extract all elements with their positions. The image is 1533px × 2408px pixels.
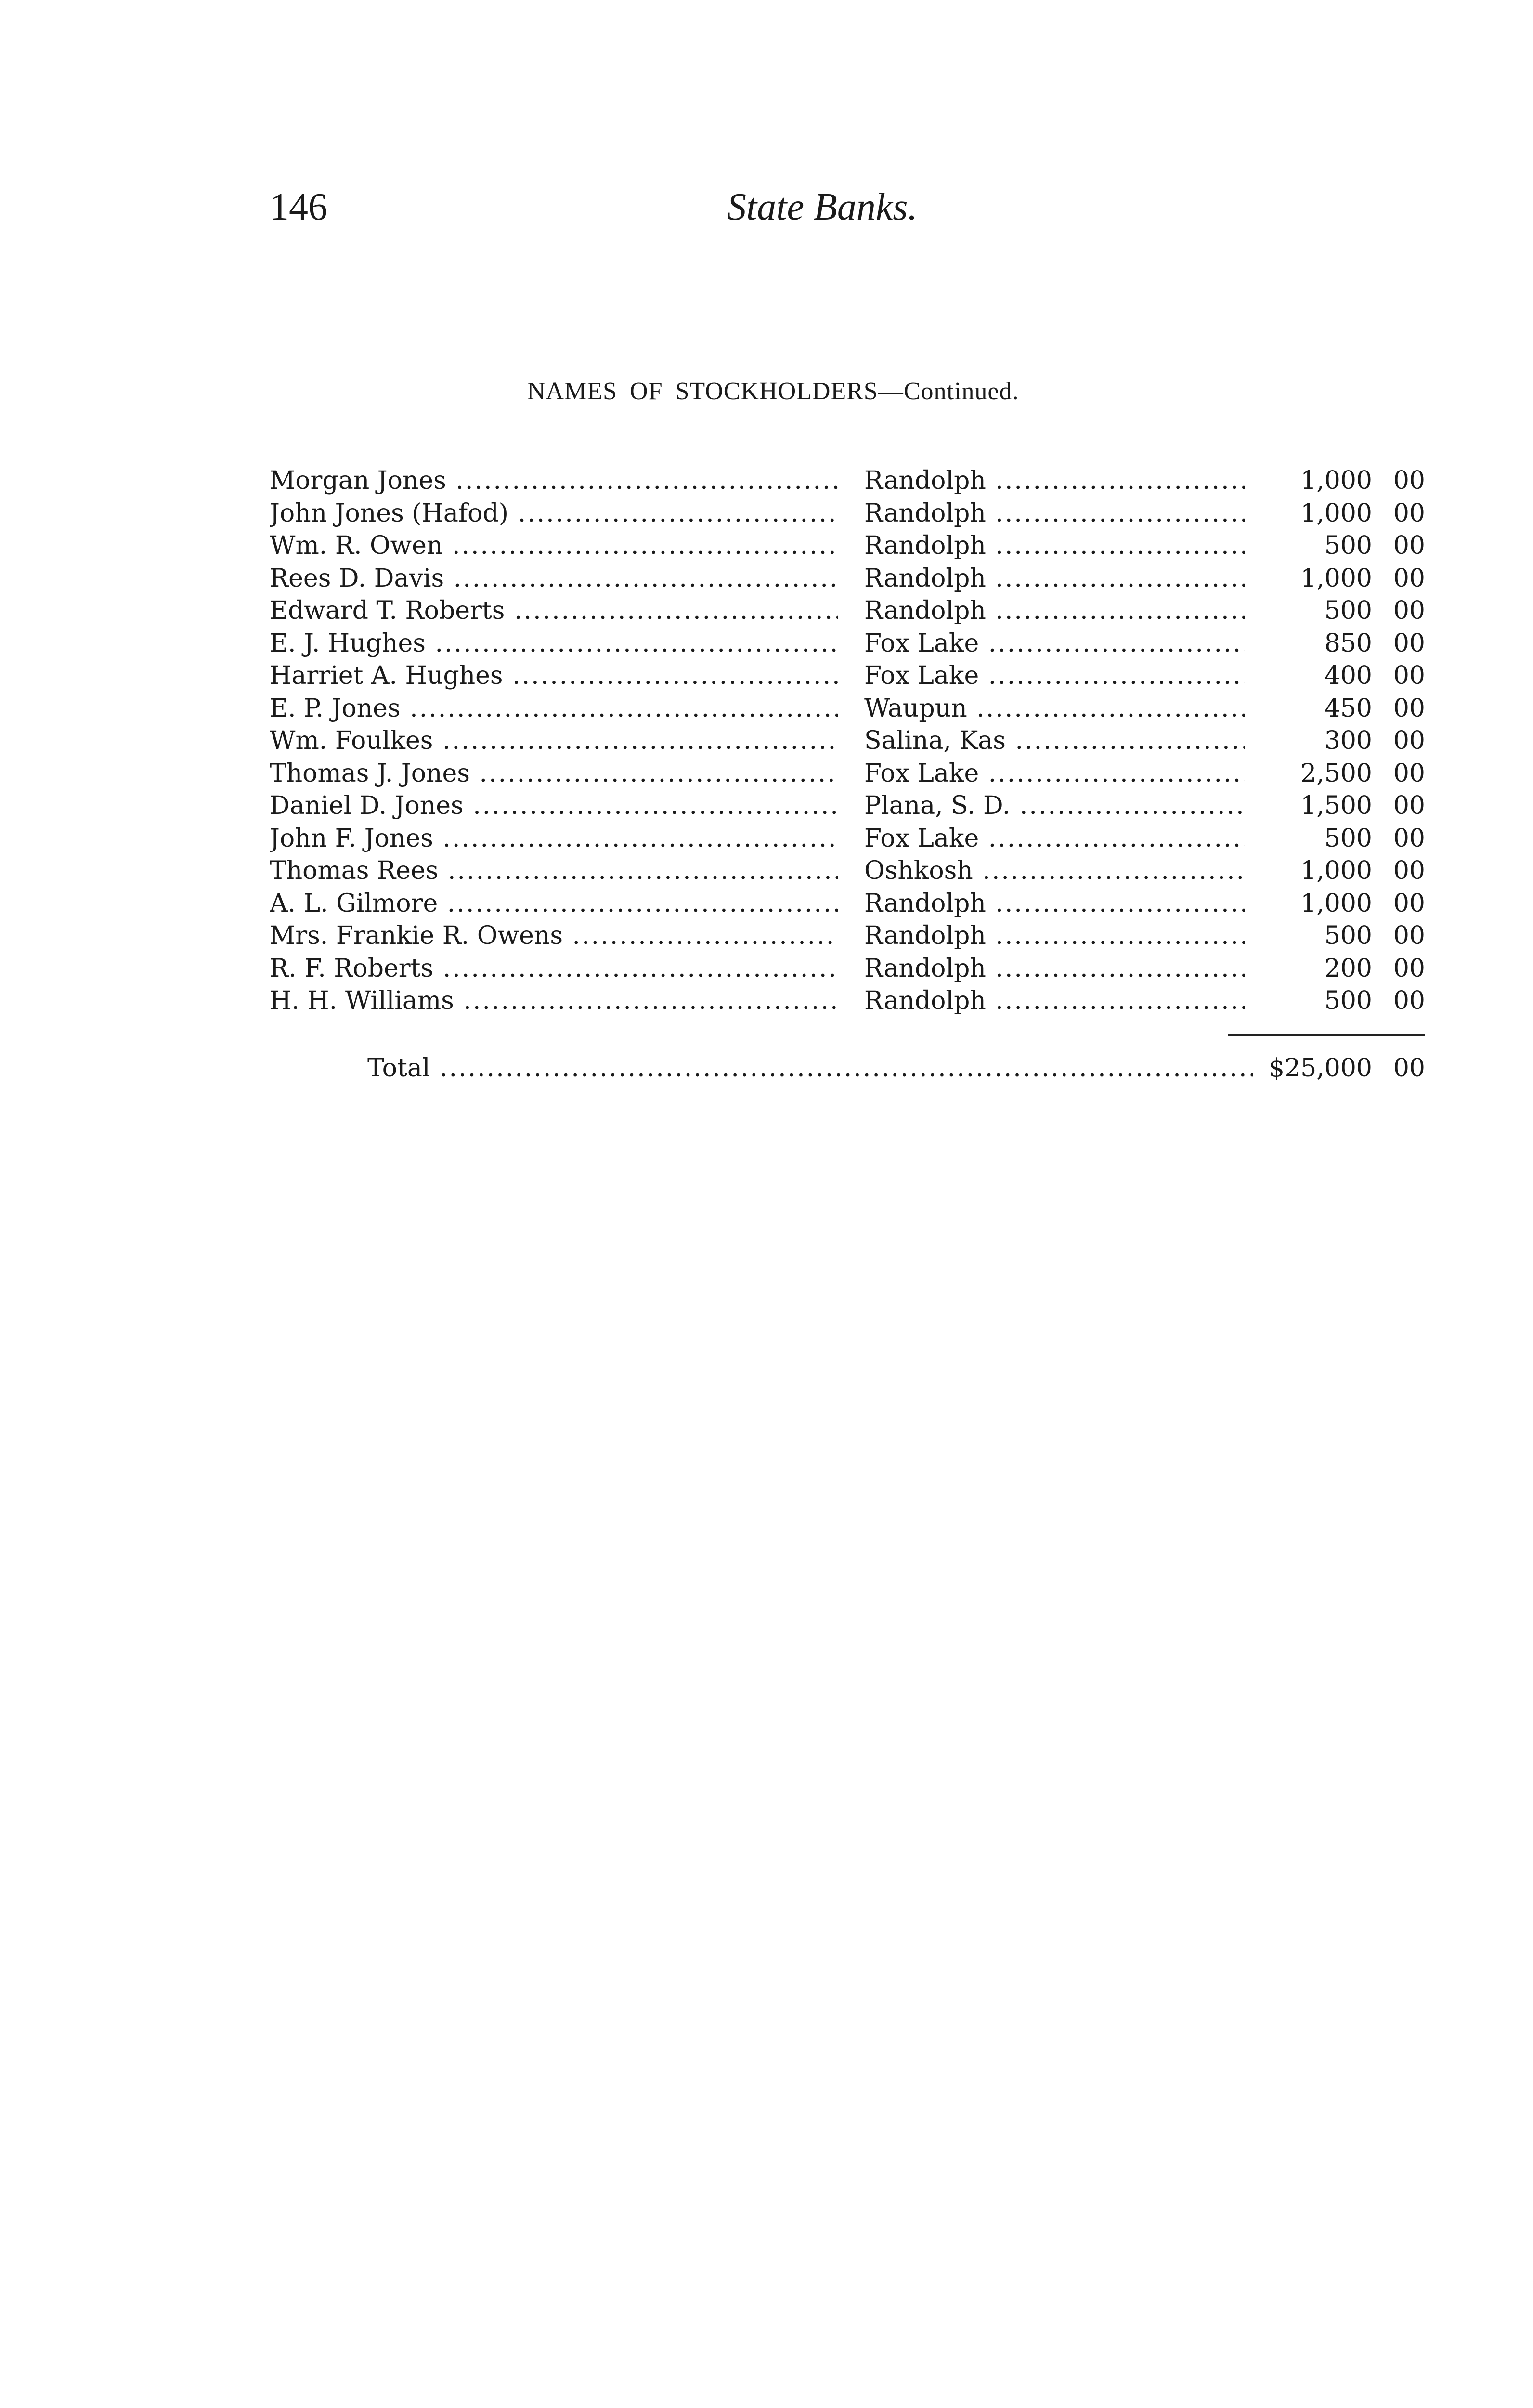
table-row <box>270 985 1425 1018</box>
running-head: State Banks. <box>727 186 918 228</box>
table-row <box>270 823 1425 855</box>
amount-dollars: 500 <box>1324 824 1372 853</box>
stockholder-place: Randolph ..... <box>864 953 1245 985</box>
amount-dollars: 500 <box>1324 596 1372 625</box>
stockholder-name: Edward T. Roberts ..... <box>270 595 838 628</box>
amount-dollars: 1,000 <box>1300 889 1372 918</box>
table-row <box>270 693 1425 725</box>
stockholder-name: A. L. Gilmore ..... <box>270 888 838 920</box>
stockholder-place: Randolph ..... <box>864 465 1245 497</box>
amount-cents: 00 <box>1393 986 1425 1015</box>
stockholder-place: Randolph ..... <box>864 595 1245 628</box>
amount-cents: 00 <box>1393 661 1425 690</box>
table-row <box>270 725 1425 758</box>
amount-cents: 00 <box>1393 694 1425 723</box>
amount-cents: 00 <box>1393 596 1425 625</box>
amount-dollars: 1,000 <box>1300 498 1372 528</box>
amount-dollars: 200 <box>1324 954 1372 983</box>
stockholder-place: Randolph ..... <box>864 530 1245 563</box>
stockholder-name: E. P. Jones ..... <box>270 693 838 725</box>
table-row <box>270 888 1425 920</box>
stockholder-name: Wm. Foulkes ..... <box>270 725 838 758</box>
stockholder-name: Daniel D. Jones ..... <box>270 790 838 823</box>
stockholder-place: Randolph ..... <box>864 920 1245 953</box>
amount-cents: 00 <box>1393 921 1425 950</box>
amount-cents: 00 <box>1393 791 1425 820</box>
amount-dollars: 1,500 <box>1300 791 1372 820</box>
stockholder-name: John Jones (Hafod) ..... <box>270 497 838 530</box>
stockholder-place: Fox Lake ..... <box>864 660 1245 693</box>
total-label: Total ..... <box>367 1051 1253 1085</box>
stockholder-place: Oshkosh ..... <box>864 855 1245 888</box>
table-row <box>270 855 1425 888</box>
stockholder-name: Wm. R. Owen ..... <box>270 530 838 563</box>
stockholder-name: Morgan Jones ..... <box>270 465 838 497</box>
stockholder-name: Mrs. Frankie R. Owens ..... <box>270 920 838 953</box>
stockholder-place: Randolph ..... <box>864 888 1245 920</box>
stockholder-place: Waupun ..... <box>864 693 1245 725</box>
amount-cents: 00 <box>1393 563 1425 593</box>
amount-cents: 00 <box>1393 824 1425 853</box>
amount-dollars: 300 <box>1324 726 1372 755</box>
section-heading: NAMES OF STOCKHOLDERS—Continued. <box>527 378 1019 405</box>
stockholder-name: Thomas J. Jones ..... <box>270 758 838 790</box>
table-row <box>270 790 1425 823</box>
stockholder-place: Fox Lake ..... <box>864 823 1245 855</box>
stockholder-name: John F. Jones ..... <box>270 823 838 855</box>
amount-cents: 00 <box>1393 628 1425 658</box>
total-rule <box>1228 1034 1425 1036</box>
amount-cents: 00 <box>1393 531 1425 560</box>
table-row <box>270 497 1425 530</box>
amount-cents: 00 <box>1393 498 1425 528</box>
table-row <box>270 563 1425 595</box>
stockholder-name: Harriet A. Hughes ..... <box>270 660 838 693</box>
amount-dollars: 2,500 <box>1300 759 1372 788</box>
page-number: 146 <box>270 186 327 228</box>
amount-cents: 00 <box>1393 954 1425 983</box>
table-row <box>270 465 1425 497</box>
amount-dollars: 500 <box>1324 921 1372 950</box>
amount-dollars: 500 <box>1324 986 1372 1015</box>
stockholder-place: Plana, S. D. ..... <box>864 790 1245 823</box>
amount-dollars: 400 <box>1324 661 1372 690</box>
amount-cents: 00 <box>1393 466 1425 495</box>
stockholder-place: Fox Lake ..... <box>864 758 1245 790</box>
total-cents: 00 <box>1393 1054 1425 1083</box>
stockholder-place: Salina, Kas ..... <box>864 725 1245 758</box>
stockholder-place: Randolph ..... <box>864 563 1245 595</box>
amount-cents: 00 <box>1393 759 1425 788</box>
stockholder-name: H. H. Williams ..... <box>270 985 838 1018</box>
amount-dollars: 850 <box>1324 628 1372 658</box>
table-row <box>270 628 1425 660</box>
total-row <box>270 1051 1425 1085</box>
stockholder-place: Randolph ..... <box>864 497 1245 530</box>
stockholder-name: R. F. Roberts ..... <box>270 953 838 985</box>
amount-dollars: 500 <box>1324 531 1372 560</box>
amount-cents: 00 <box>1393 856 1425 885</box>
stockholder-place: Randolph ..... <box>864 985 1245 1018</box>
amount-cents: 00 <box>1393 726 1425 755</box>
amount-dollars: 1,000 <box>1300 466 1372 495</box>
amount-dollars: 450 <box>1324 694 1372 723</box>
stockholder-name: Rees D. Davis ..... <box>270 563 838 595</box>
table-row <box>270 660 1425 693</box>
table-row <box>270 530 1425 563</box>
table-row <box>270 758 1425 790</box>
stockholders-table <box>270 465 1425 1018</box>
stockholder-name: Thomas Rees ..... <box>270 855 838 888</box>
stockholder-place: Fox Lake ..... <box>864 628 1245 660</box>
amount-cents: 00 <box>1393 889 1425 918</box>
total-amount: $25,000 <box>1268 1054 1372 1083</box>
stockholder-name: E. J. Hughes ..... <box>270 628 838 660</box>
table-row <box>270 953 1425 985</box>
table-row <box>270 920 1425 953</box>
amount-dollars: 1,000 <box>1300 856 1372 885</box>
amount-dollars: 1,000 <box>1300 563 1372 593</box>
table-row <box>270 595 1425 628</box>
